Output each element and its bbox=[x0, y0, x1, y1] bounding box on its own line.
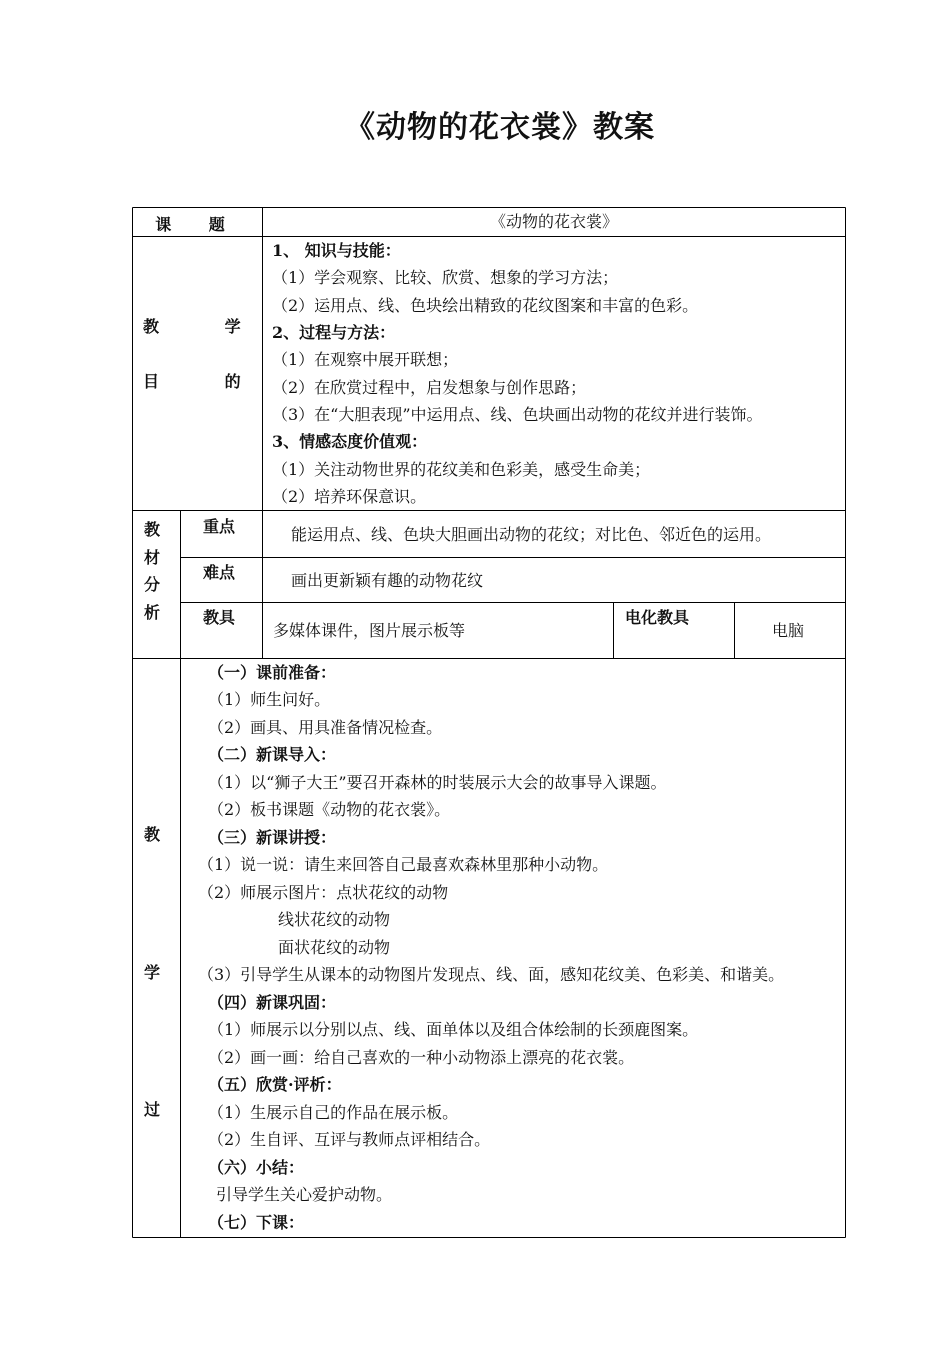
process-line: （六）小结： bbox=[208, 1158, 305, 1177]
process-line: （七）下课： bbox=[208, 1213, 305, 1232]
process-line: （五）欣赏·评析： bbox=[208, 1075, 342, 1094]
process-label-char: 教 bbox=[144, 825, 161, 844]
objective-line: 1、 知识与技能： bbox=[272, 241, 401, 260]
difficulty-value: 画出更新颖有趣的动物花纹 bbox=[291, 571, 484, 590]
process-label-char: 过 bbox=[144, 1100, 161, 1119]
process-line: （2）师展示图片：点状花纹的动物 bbox=[198, 883, 449, 902]
objective-line: 3、情感态度价值观： bbox=[272, 432, 428, 451]
objective-line: （3）在“大胆表现”中运用点、线、色块画出动物的花纹并进行装饰。 bbox=[272, 405, 763, 424]
analysis-label-char: 教 bbox=[144, 520, 161, 539]
objective-line: （1）关注动物世界的花纹美和色彩美，感受生命美； bbox=[272, 460, 651, 479]
objective-line: 2、过程与方法： bbox=[272, 323, 396, 342]
process-line: （四）新课巩固： bbox=[208, 993, 337, 1012]
analysis-label-char: 析 bbox=[144, 603, 161, 622]
objectives-label-line1: 教 学 bbox=[143, 317, 271, 336]
process-line: （2）画具、用具准备情况检查。 bbox=[208, 718, 443, 737]
objective-line: （2）运用点、线、色块绘出精致的花纹图案和丰富的色彩。 bbox=[272, 296, 699, 315]
electronic-aids-value: 电脑 bbox=[772, 621, 805, 640]
analysis-label-char: 材 bbox=[144, 548, 161, 567]
process-line: （1）师展示以分别以点、线、面单体以及组合体绘制的长颈鹿图案。 bbox=[208, 1020, 699, 1039]
objective-line: （1）学会观察、比较、欣赏、想象的学习方法； bbox=[272, 268, 619, 287]
process-line: （2）生自评、互评与教师点评相结合。 bbox=[208, 1130, 491, 1149]
process-line: （2）板书课题《动物的花衣裳》。 bbox=[208, 800, 451, 819]
electronic-aids-label: 电化教具 bbox=[625, 608, 690, 627]
process-line: （二）新课导入： bbox=[208, 745, 337, 764]
process-line: 面状花纹的动物 bbox=[278, 938, 391, 957]
objective-line: （2）在欣赏过程中，启发想象与创作思路； bbox=[272, 378, 587, 397]
analysis-label-char: 分 bbox=[144, 575, 161, 594]
process-line: （3）引导学生从课本的动物图片发现点、线、面，感知花纹美、色彩美、和谐美。 bbox=[198, 965, 785, 984]
objective-line: （2）培养环保意识。 bbox=[272, 487, 427, 506]
process-line: （1）说一说：请生来回答自己最喜欢森林里那种小动物。 bbox=[198, 855, 609, 874]
process-line: 引导学生关心爱护动物。 bbox=[216, 1185, 393, 1204]
process-line: （2）画一画：给自己喜欢的一种小动物添上漂亮的花衣裳。 bbox=[208, 1048, 635, 1067]
key-point-label: 重点 bbox=[203, 517, 236, 536]
process-line: （三）新课讲授： bbox=[208, 828, 337, 847]
process-line: （1）以“狮子大王”要召开森林的时装展示大会的故事导入课题。 bbox=[208, 773, 667, 792]
topic-label: 课 题 bbox=[155, 215, 241, 234]
topic-value: 《动物的花衣裳》 bbox=[489, 212, 618, 231]
process-label-char: 学 bbox=[144, 963, 161, 982]
process-line: 线状花纹的动物 bbox=[278, 910, 391, 929]
document-title: 《动物的花衣裳》教案 bbox=[345, 110, 655, 145]
objectives-label-line2: 目 的 bbox=[143, 372, 271, 391]
process-line: （一）课前准备： bbox=[208, 663, 337, 682]
process-line: （1）师生问好。 bbox=[208, 690, 331, 709]
difficulty-label: 难点 bbox=[203, 563, 236, 582]
aids-value: 多媒体课件，图片展示板等 bbox=[273, 621, 466, 640]
key-point-value: 能运用点、线、色块大胆画出动物的花纹；对比色、邻近色的运用。 bbox=[291, 525, 772, 544]
objective-line: （1）在观察中展开联想； bbox=[272, 350, 459, 369]
process-line: （1）生展示自己的作品在展示板。 bbox=[208, 1103, 459, 1122]
aids-label: 教具 bbox=[203, 608, 236, 627]
